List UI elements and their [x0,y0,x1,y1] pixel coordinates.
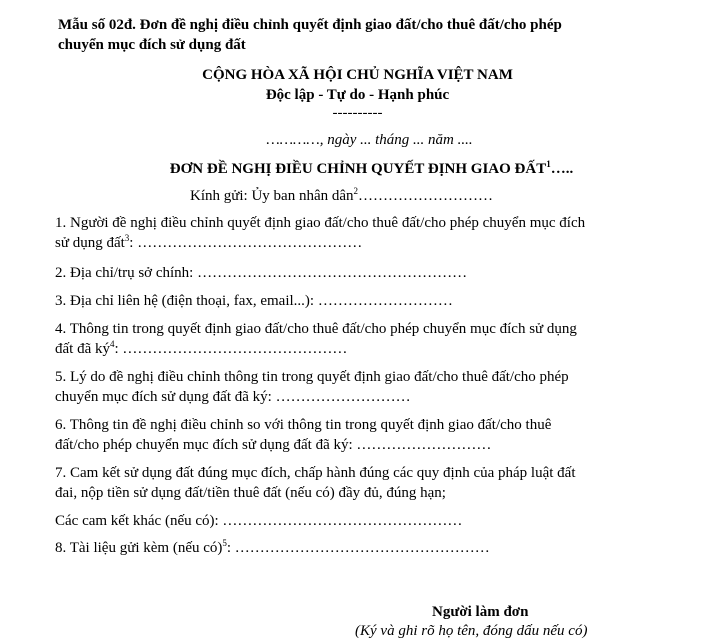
item-1-line-1: 1. Người đề nghị điều chỉnh quyết định giao đất/cho thuê đất/cho phép chuyển mục đích [55,215,586,231]
footnote-ref-2: 2 [353,186,359,196]
signer-title: Người làm đơn [432,604,529,620]
item-8-text: 8. Tài liệu gửi kèm (nếu có) [55,540,223,556]
item-4-line-2 [55,340,347,358]
item-1-text: sử dụng đất [55,235,125,251]
item-7-line-1: 7. Cam kết sử dụng đất đúng mục đích, chấp hành đúng các quy định của pháp luật đất [55,465,576,481]
item-4-blank: : ……………………………………… [114,341,348,357]
form-code-line-1: Mẫu số 02đ. Đơn đề nghị điều chỉnh quyết định giao đất/cho thuê đất/cho phép [58,17,562,33]
footnote-ref-4: 4 [109,339,115,349]
item-6-line-2: đất/cho phép chuyển mục đích sử dụng đất đã ký: ……………………… [55,437,492,453]
header-divider: ---------- [332,105,383,121]
recipient-text: Kính gửi: Ủy ban nhân dân [190,188,354,204]
item-6-line-1: 6. Thông tin đề nghị điều chỉnh so với thông tin trong quyết định giao đất/cho thuê [55,417,552,433]
item-3: 3. Địa chỉ liên hệ (điện thoại, fax, email...): ……………………… [55,293,453,309]
national-motto: Độc lập - Tự do - Hạnh phúc [265,87,450,103]
footnote-ref-1: 1 [546,159,551,169]
footnote-ref-3: 3 [124,233,130,243]
recipient-line [190,187,493,205]
country-name: CỘNG HÒA XÃ HỘI CHỦ NGHĨA VIỆT NAM [202,67,513,83]
item-5-line-1: 5. Lý do đề nghị điều chỉnh thông tin trong quyết định giao đất/cho thuê đất/cho phép [55,369,569,385]
footnote-ref-5: 5 [222,538,227,548]
item-7-line-2: đai, nộp tiền sử dụng đất/tiền thuê đất (nếu có) đầy đủ, đúng hạn; [55,485,446,501]
recipient-suffix: ……………………… [358,188,494,204]
other-commitments: Các cam kết khác (nếu có): ………………………………………… [55,513,463,529]
item-2: 2. Địa chỉ/trụ sở chính: ……………………………………………… [55,265,468,281]
signature-note: (Ký và ghi rõ họ tên, đóng dấu nếu có) [355,623,588,639]
form-title-suffix: ….. [550,161,574,177]
form-code-line-2: chuyển mục đích sử dụng đất [58,37,246,53]
form-title-text: ĐƠN ĐỀ NGHỊ ĐIỀU CHỈNH QUYẾT ĐỊNH GIAO ĐẤT [169,161,547,177]
form-title [14,160,715,178]
item-5-line-2: chuyển mục đích sử dụng đất đã ký: ……………………… [55,389,411,405]
item-8-blank: : …………………………………………… [226,540,490,556]
item-1-blank: : ……………………………………… [129,235,363,251]
item-8 [55,539,490,557]
item-4-line-1: 4. Thông tin trong quyết định giao đất/cho thuê đất/cho phép chuyển mục đích sử dụng [55,321,577,337]
date-line: …………, ngày ... tháng ... năm .... [266,132,473,148]
item-4-text: đất đã ký [55,341,110,357]
item-1-line-2 [55,234,362,252]
